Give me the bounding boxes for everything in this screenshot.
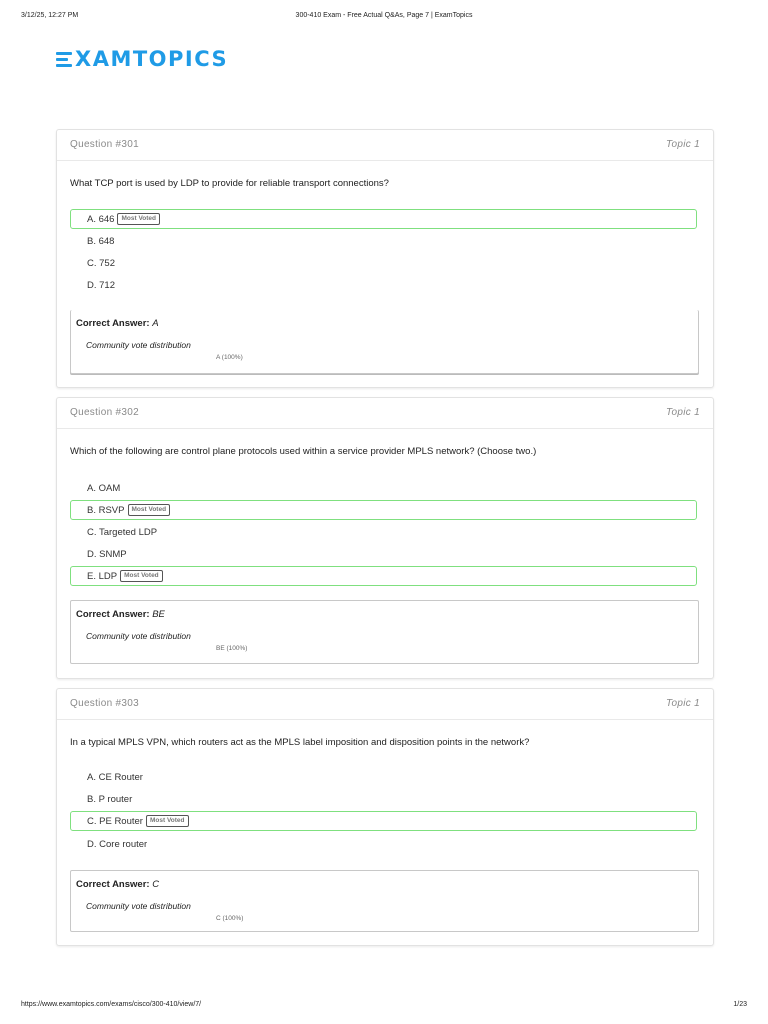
- choice-label: A. CE Router: [87, 771, 143, 783]
- choice-label: E. LDP: [87, 570, 118, 582]
- correct-answer-box: [70, 310, 699, 374]
- question-topic: Topic 1: [666, 698, 700, 709]
- question-text: In a typical MPLS VPN, which routers act as the MPLS label imposition and disposition points in the network?: [70, 737, 530, 748]
- answer-choice[interactable]: [70, 231, 697, 251]
- choice-label: B. 648: [87, 235, 115, 247]
- vote-distribution-result: BE (100%): [216, 645, 248, 652]
- answer-choice[interactable]: [70, 789, 697, 809]
- question-text: What TCP port is used by LDP to provide for reliable transport connections?: [70, 178, 389, 189]
- correct-answer-value: A: [152, 318, 159, 329]
- choice-label: D. SNMP: [87, 548, 127, 560]
- vote-distribution-label: Community vote distribution: [86, 901, 191, 911]
- print-datetime: 3/12/25, 12:27 PM: [21, 12, 79, 19]
- question-header: [57, 398, 713, 429]
- answer-choice[interactable]: [70, 522, 697, 542]
- print-url[interactable]: https://www.examtopics.com/exams/cisco/300-410/view/7/: [21, 1001, 202, 1008]
- answer-choice[interactable]: [70, 275, 697, 295]
- correct-answer-value: C: [152, 879, 160, 890]
- question-card: [56, 397, 714, 679]
- question-topic: Topic 1: [666, 407, 700, 418]
- answer-choice[interactable]: [70, 767, 697, 787]
- correct-answer-box: [70, 870, 699, 932]
- most-voted-badge: Most Voted: [146, 815, 189, 827]
- print-footer: [0, 1001, 768, 1013]
- answer-choice[interactable]: [70, 209, 697, 229]
- choice-label: A. 646: [87, 213, 115, 225]
- question-topic: Topic 1: [666, 139, 700, 150]
- answer-choice[interactable]: [70, 811, 697, 831]
- question-number: Question #301: [70, 139, 139, 150]
- print-header: [0, 12, 768, 24]
- vote-distribution-label: Community vote distribution: [86, 340, 191, 350]
- correct-answer-label: Correct Answer: BE: [76, 609, 165, 620]
- question-header: [57, 130, 713, 161]
- most-voted-badge: Most Voted: [117, 213, 160, 225]
- question-card: [56, 688, 714, 946]
- answer-choice[interactable]: [70, 500, 697, 520]
- answer-choice[interactable]: [70, 834, 697, 854]
- choice-label: B. RSVP: [87, 504, 125, 516]
- choice-label: D. Core router: [87, 838, 148, 850]
- question-header: [57, 689, 713, 720]
- answer-choice[interactable]: [70, 566, 697, 586]
- correct-answer-value: BE: [152, 609, 165, 620]
- correct-answer-label: Correct Answer: C: [76, 879, 160, 890]
- print-page-title: 300-410 Exam - Free Actual Q&As, Page 7 | ExamTopics: [295, 12, 473, 19]
- correct-answer-box: [70, 600, 699, 664]
- choice-label: B. P router: [87, 793, 133, 805]
- vote-distribution-result: C (100%): [216, 915, 244, 922]
- choice-label: A. OAM: [87, 482, 121, 494]
- choice-label: D. 712: [87, 279, 115, 291]
- logo-text: XAMTOPICS: [75, 47, 229, 71]
- answer-choice[interactable]: [70, 478, 697, 498]
- question-number: Question #303: [70, 698, 139, 709]
- logo-e-mark-icon: [56, 49, 74, 69]
- question-card: [56, 129, 714, 388]
- correct-answer-label: Correct Answer: A: [76, 318, 159, 329]
- vote-distribution-result: A (100%): [216, 354, 243, 361]
- most-voted-badge: Most Voted: [128, 504, 171, 516]
- question-text: Which of the following are control plane protocols used within a service provider MPLS network? (Choose two.): [70, 446, 537, 457]
- most-voted-badge: Most Voted: [120, 570, 163, 582]
- answer-choice[interactable]: [70, 253, 697, 273]
- question-number: Question #302: [70, 407, 139, 418]
- choice-label: C. 752: [87, 257, 115, 269]
- answer-choice[interactable]: [70, 544, 697, 564]
- examtopics-logo[interactable]: [56, 46, 228, 72]
- vote-distribution-label: Community vote distribution: [86, 631, 191, 641]
- print-page-number: 1/23: [733, 1001, 747, 1008]
- choice-label: C. Targeted LDP: [87, 526, 158, 538]
- choice-label: C. PE Router: [87, 815, 143, 827]
